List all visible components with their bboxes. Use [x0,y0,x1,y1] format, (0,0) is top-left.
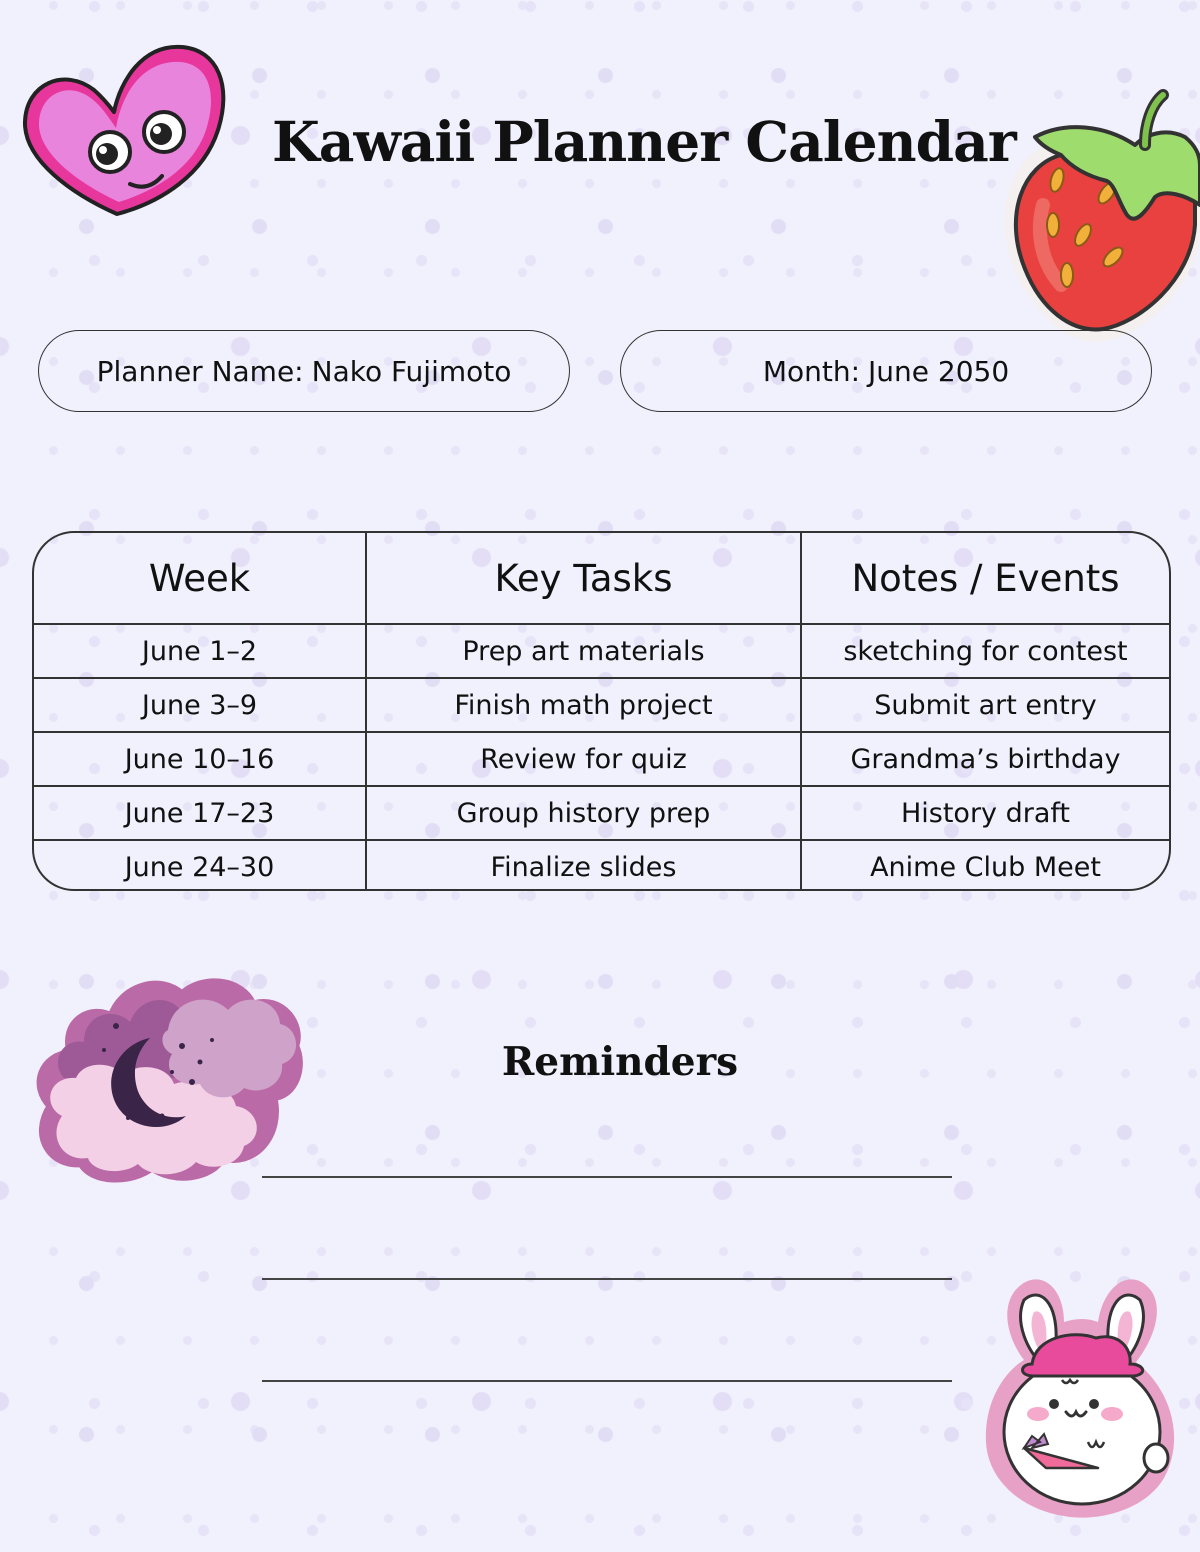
notes-cell: Anime Club Meet [870,851,1101,883]
notes-cell: Grandma’s birthday [850,743,1121,775]
month-field[interactable] [620,330,1152,412]
week-cell: June 17–23 [34,787,367,839]
planner-name-value: Nako Fujimoto [311,354,512,388]
heart-sticker [22,42,228,226]
column-header-week: Week [34,533,367,623]
table-row [34,839,1169,891]
column-header-key-tasks: Key Tasks [367,533,802,623]
column-header-notes-events: Notes / Events [851,556,1120,600]
table-row [34,785,1169,839]
task-cell: Prep art materials [367,625,802,677]
task-cell: Group history prep [367,787,802,839]
task-cell: Finalize slides [367,841,802,891]
planner-name-field[interactable] [38,330,570,412]
month-label: Month: [762,354,861,388]
table-row [34,677,1169,731]
task-cell: Finish math project [367,679,802,731]
cloud-moon-sticker [32,966,304,1188]
week-cell: June 24–30 [34,841,367,891]
table-row [34,731,1169,785]
task-cell: Review for quiz [367,733,802,785]
reminders-title: Reminders [501,1039,739,1085]
week-cell: June 3–9 [34,679,367,731]
notes-cell: History draft [900,797,1071,829]
notes-cell: sketching for contest [843,635,1128,667]
reminder-line[interactable] [262,1176,952,1178]
reminder-line[interactable] [262,1278,952,1280]
table-row [34,623,1169,677]
notes-cell: Submit art entry [874,689,1097,721]
week-cell: June 10–16 [34,733,367,785]
strawberry-sticker [995,85,1200,350]
planner-name-label: Planner Name: [96,354,304,388]
bunny-sticker [984,1272,1180,1518]
table-header-row [34,533,1169,623]
month-value: June 2050 [868,354,1010,388]
week-cell: June 1–2 [34,625,367,677]
planner-table [32,531,1171,891]
page-title: Kawaii Planner Calendar [272,109,1016,174]
reminder-line[interactable] [262,1380,952,1382]
